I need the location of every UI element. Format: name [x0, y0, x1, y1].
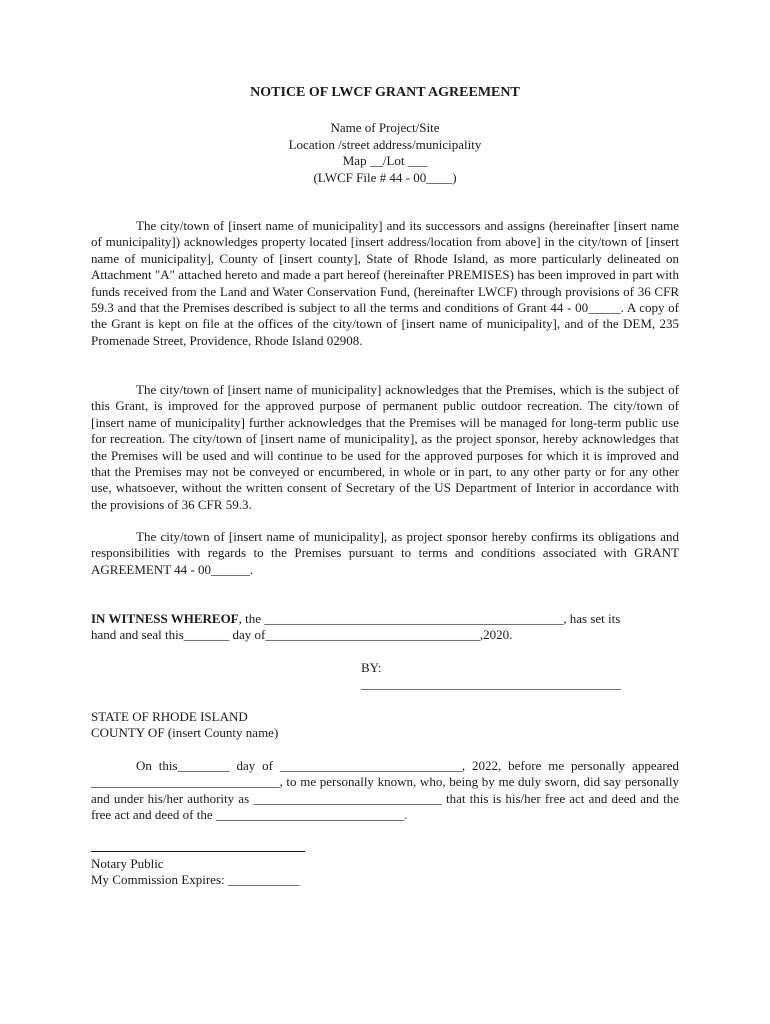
signature-by-block — [361, 660, 621, 693]
location-line: Location /street address/municipality — [288, 136, 482, 152]
witness-lead: IN WITNESS WHEREOF — [91, 611, 239, 626]
by-signature-line: ________________________________________ — [361, 676, 621, 692]
document-title: NOTICE OF LWCF GRANT AGREEMENT — [250, 85, 520, 100]
lwcf-file-line: (LWCF File # 44 - 00____) — [313, 169, 457, 185]
project-info-block — [0, 120, 770, 186]
witness-line-2: hand and seal this_______ day of_________________________________,2020. — [91, 627, 513, 643]
obligations-paragraph: The city/town of [insert name of municipality], as project sponsor hereby confirms its obligations and responsibilities with regards to the Premises pursuant to terms and conditions associated with GRANT AGREEMENT 44 - 00______. — [91, 529, 679, 577]
map-lot-line: Map __/Lot ___ — [342, 153, 428, 168]
purpose-paragraph: The city/town of [insert name of municipality] acknowledges that the Premises, which is the subject of this Grant, is improved for the approved purpose of permanent public outdoor recreation. The city/town of [insert name of municipality] further acknowledges that the Premises will be managed for long-term public use for recreation. The city/town of [insert name of municipality], as the project sponsor, hereby acknowledges that the Premises will be used and will continue to be used for the approved purposes for which it is improved and that the Premises may not be conveyed or encumbered, in whole or in part, to any other party or for any other use, whatsoever, without the written consent of Secretary of the US Department of Interior in accordance with the provisions of 36 CFR 59.3. — [91, 382, 679, 512]
notary-block — [91, 856, 299, 889]
state-line: STATE OF RHODE ISLAND — [91, 709, 248, 724]
witness-block — [91, 611, 679, 644]
witness-line-1-rest: , the ______________________________________________, has set its — [238, 611, 621, 626]
county-line: COUNTY OF (insert County name) — [91, 725, 279, 741]
notary-signature-line — [91, 851, 305, 852]
by-label: BY: — [361, 660, 382, 675]
acknowledgement-paragraph: The city/town of [insert name of municipality] and its successors and assigns (hereinafter [insert name of municipality]) acknowledges property located [insert address/location from above] in the city/town of [insert name of municipality], County of [insert county], State of Rhode Island, as more particularly delineated on Attachment "A" attached hereto and made a part hereof (hereinafter PREMISES) has been improved in part with funds received from the Land and Water Conservation Fund, (hereinafter LWCF) through provisions of 36 CFR 59.3 and that the Premises described is subject to all the terms and conditions of Grant 44 - 00_____. A copy of the Grant is kept on file at the offices of the city/town of [insert name of municipality], and of the DEM, 235 Promenade Street, Providence, Rhode Island 02908. — [91, 218, 679, 348]
commission-expires-line: My Commission Expires: ___________ — [91, 872, 300, 888]
project-name-line: Name of Project/Site — [330, 120, 440, 135]
witness-line-1 — [91, 611, 679, 627]
notary-acknowledgement-paragraph: On this________ day of ____________________________, 2022, before me personally appeared _____________________________, to me personally known, who, being by me duly sworn, did say personally and under his/her authority as _____________________________ that this is his/her free act and deed and the free act and deed of the _____________________________. — [91, 758, 679, 823]
jurisdiction-block — [91, 709, 278, 742]
notary-title: Notary Public — [91, 856, 164, 871]
